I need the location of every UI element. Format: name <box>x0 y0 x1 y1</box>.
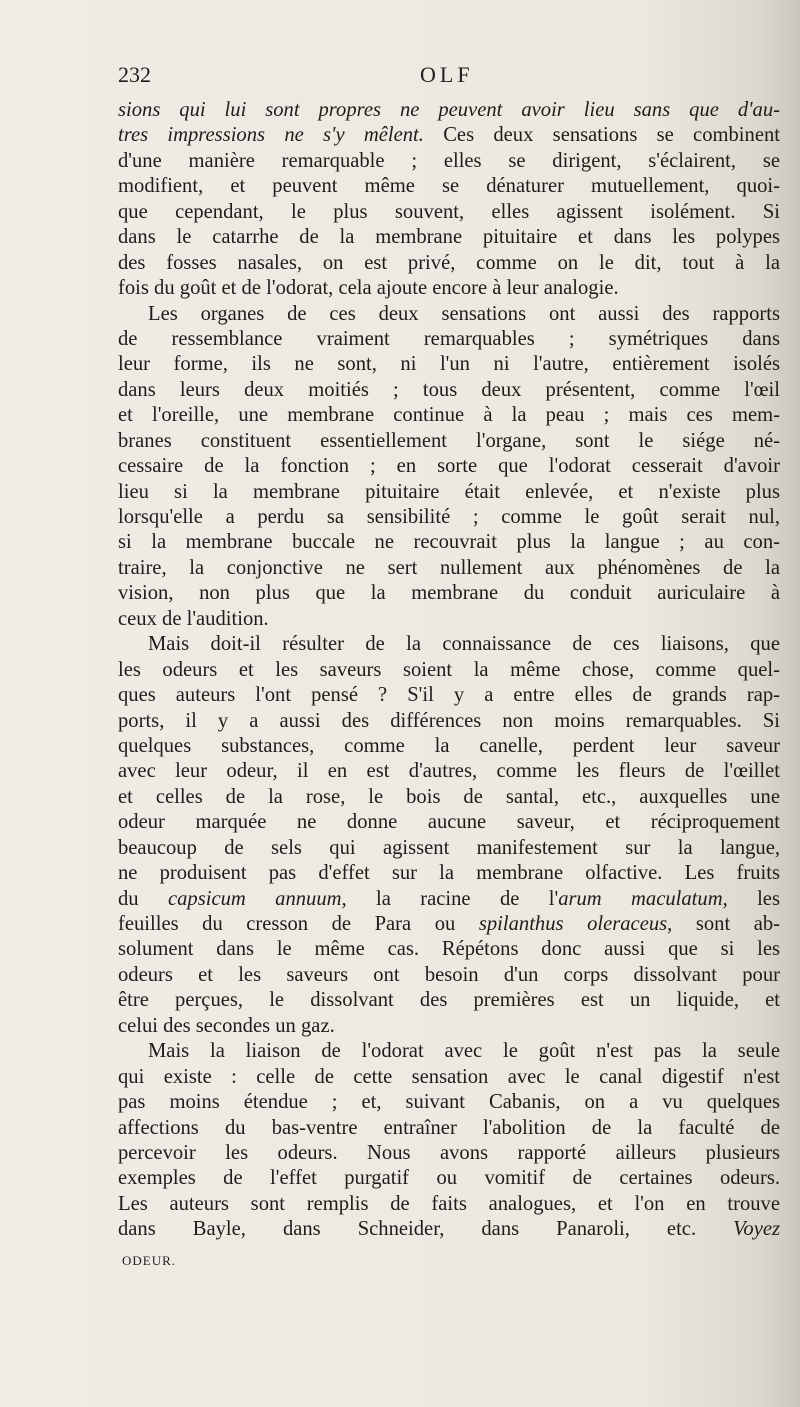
text-segment: des fosses nasales, on est privé, comme on le dit, tout à la <box>118 251 780 274</box>
text-line <box>118 861 780 886</box>
text-segment: Mais la liaison de l'odorat avec le goût n'est pas la seule <box>148 1040 780 1063</box>
text-segment: feuilles du cresson de Para ou <box>118 913 479 935</box>
text-line <box>118 581 780 606</box>
text-line <box>118 1217 780 1242</box>
text-line <box>118 378 780 403</box>
text-segment: odeur marquée ne donne aucune saveur, et réciproquement <box>118 811 780 834</box>
text-line <box>118 759 780 784</box>
text-line <box>118 1090 780 1115</box>
text-segment: être perçues, le dissolvant des premières est un liquide, et <box>118 989 780 1012</box>
italic-text: Voyez <box>733 1218 780 1241</box>
italic-text: capsicum annuum <box>167 887 342 910</box>
text-line <box>118 149 780 174</box>
text-line <box>118 912 780 937</box>
text-segment: et l'oreille, une membrane continue à la peau ; mais ces mem- <box>118 404 780 427</box>
text-segment: qui existe : celle de cette sensation avec le canal digestif n'est <box>118 1065 780 1088</box>
text-line <box>118 810 780 835</box>
text-line <box>118 785 780 810</box>
italic-text: arum maculatum <box>558 887 723 910</box>
italic-text: tres impressions ne s'y mêlent. <box>118 124 424 147</box>
text-segment: que cependant, le plus souvent, elles agissent isolément. Si <box>118 200 780 223</box>
paragraph <box>118 98 780 302</box>
text-line <box>118 1116 780 1141</box>
text-line <box>118 632 780 657</box>
text-line <box>118 607 780 632</box>
text-line <box>118 1039 780 1064</box>
text-line <box>118 836 780 861</box>
page-number: 232 <box>118 62 151 87</box>
text-line <box>118 1014 780 1039</box>
text-line <box>118 276 780 301</box>
text-line <box>118 429 780 454</box>
text-segment: les odeurs et les saveurs soient la même chose, comme quel- <box>118 658 780 681</box>
text-segment: solument dans le même cas. Répétons donc aussi que si les <box>118 938 780 961</box>
text-segment: cessaire de la fonction ; en sorte que l'odorat cesserait d'avoir <box>118 455 780 478</box>
text-segment: quelques substances, comme la canelle, perdent leur saveur <box>118 734 780 757</box>
text-segment: , les <box>722 887 780 910</box>
text-line <box>118 251 780 276</box>
text-line <box>118 988 780 1013</box>
text-line <box>118 1192 780 1217</box>
text-line <box>118 327 780 352</box>
text-line <box>118 302 780 327</box>
text-segment: Mais doit-il résulter de la connaissance de ces liaisons, que <box>148 633 780 656</box>
body-text <box>118 98 780 1243</box>
text-segment: , sont ab- <box>667 913 780 935</box>
text-segment: ports, il y a aussi des différences non moins remarquables. Si <box>118 709 780 732</box>
text-segment: , la racine de l' <box>341 887 559 910</box>
text-segment: odeurs et les saveurs ont besoin d'un corps dissolvant pour <box>118 963 780 986</box>
italic-text: spilanthus oleraceus <box>478 913 668 935</box>
text-segment: ne produisent pas d'effet sur la membrane olfactive. Les fruits <box>118 862 780 885</box>
text-line <box>118 454 780 479</box>
text-segment: Les organes de ces deux sensations ont aussi des rapports <box>148 302 780 325</box>
paragraph <box>118 632 780 1039</box>
text-segment: pas moins étendue ; et, suivant Cabanis, on a vu quelques <box>118 1091 780 1114</box>
text-line <box>118 937 780 962</box>
paragraph <box>118 1039 780 1243</box>
text-segment: ceux de l'audition. <box>118 607 269 630</box>
text-line <box>118 200 780 225</box>
text-segment: exemples de l'effet purgatif ou vomitif de certaines odeurs. <box>118 1167 780 1190</box>
text-line <box>118 734 780 759</box>
text-line <box>118 403 780 428</box>
text-segment: du <box>118 887 168 910</box>
text-segment: lorsqu'elle a perdu sa sensibilité ; comme le goût serait nul, <box>118 506 780 528</box>
text-segment: de ressemblance vraiment remarquables ; symétriques dans <box>118 327 780 350</box>
text-segment: beaucoup de sels qui agissent manifestement sur la langue, <box>118 836 780 859</box>
paragraph <box>118 302 780 633</box>
text-segment: ques auteurs l'ont pensé ? S'il y a entre elles de grands rap- <box>118 684 780 707</box>
catchword: ODEUR. <box>122 1253 177 1268</box>
text-segment: affections du bas-ventre entraîner l'abolition de la faculté de <box>118 1116 780 1139</box>
text-line <box>118 1065 780 1090</box>
text-line <box>118 352 780 377</box>
text-segment: percevoir les odeurs. Nous avons rapporté ailleurs plusieurs <box>118 1141 780 1164</box>
text-segment: dans leurs deux moitiés ; tous deux présentent, comme l'œil <box>118 378 780 401</box>
text-line <box>118 709 780 734</box>
text-line <box>118 963 780 988</box>
text-segment: Les auteurs sont remplis de faits analogues, et l'on en trouve <box>118 1192 780 1215</box>
running-head: OLF <box>420 62 474 87</box>
text-segment: branes constituent essentiellement l'organe, sont le siége né- <box>118 429 780 452</box>
text-segment: modifient, et peuvent même se dénaturer mutuellement, quoi- <box>118 175 780 198</box>
text-line <box>118 480 780 505</box>
text-line <box>118 530 780 555</box>
text-segment: d'une manière remarquable ; elles se dirigent, s'éclairent, se <box>118 149 780 172</box>
text-line <box>118 683 780 708</box>
text-segment: fois du goût et de l'odorat, cela ajoute encore à leur analogie. <box>118 277 619 300</box>
text-segment: celui des secondes un gaz. <box>118 1014 335 1037</box>
text-segment: et celles de la rose, le bois de santal, etc., auxquelles une <box>118 785 780 808</box>
text-line <box>118 1141 780 1166</box>
text-segment: avec leur odeur, il en est d'autres, comme les fleurs de l'œillet <box>118 760 780 783</box>
text-segment: traire, la conjonctive ne sert nullement aux phénomènes de la <box>118 556 780 579</box>
text-line <box>118 887 780 912</box>
text-line <box>118 1166 780 1191</box>
text-segment: Ces deux sensations se combinent <box>423 124 780 147</box>
italic-text: sions qui lui sont propres ne peuvent avoir lieu sans que d'au- <box>118 99 780 121</box>
page-header <box>118 62 780 92</box>
text-line <box>118 505 780 530</box>
text-segment: leur forme, ils ne sont, ni l'un ni l'autre, entièrement isolés <box>118 353 780 376</box>
text-line <box>118 225 780 250</box>
text-line <box>118 98 780 123</box>
text-segment: dans le catarrhe de la membrane pituitaire et dans les polypes <box>118 226 780 249</box>
text-line <box>118 658 780 683</box>
text-line <box>118 123 780 148</box>
text-line <box>118 174 780 199</box>
text-segment: si la membrane buccale ne recouvrait plus la langue ; au con- <box>118 531 780 554</box>
text-segment: lieu si la membrane pituitaire était enlevée, et n'existe plus <box>118 480 780 503</box>
text-segment: vision, non plus que la membrane du conduit auriculaire à <box>118 582 780 605</box>
text-segment: dans Bayle, dans Schneider, dans Panaroli, etc. <box>118 1218 734 1241</box>
text-line <box>118 556 780 581</box>
